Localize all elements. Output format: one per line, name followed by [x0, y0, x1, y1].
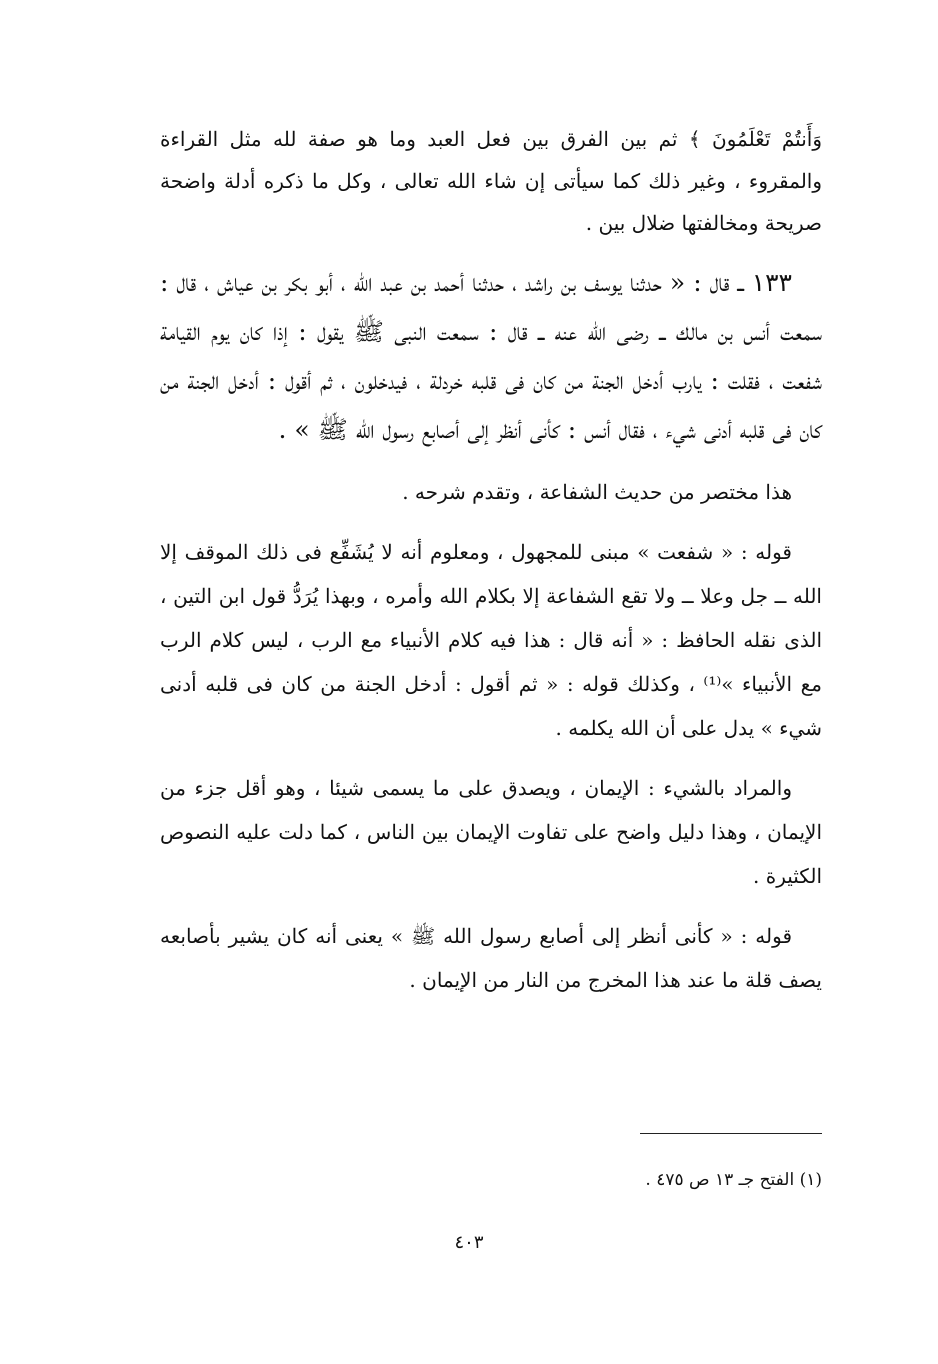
paragraph-commentary-asabi: قوله : « كأنى أنظر إلى أصابع رسول الله ﷺ » يعنى أنه كان يشير بأصابعه يصف قلة ما عند هذا المخرج من النار من الإيمان . [160, 924, 822, 992]
footnote-divider [640, 1133, 822, 1134]
footnote: (١) الفتح جـ ١٣ ص ٤٧٥ . [645, 1170, 822, 1190]
paragraph-summary: هذا مختصر من حديث الشفاعة ، وتقدم شرحه . [402, 480, 792, 504]
paragraph-hadith: ١٣٣ ــ قال : « حدثنا يوسف بن راشد ، حدثنا أحمد بن عبد الله ، أبو بكر بن عياش ، قال : سمعت أنس بن مالك ــ رضى الله عنه ــ قال : سمعت النبى ﷺ يقول : إذا كان يوم القيامة شفعت ، فقلت : يارب أدخل الجنة من كان فى قلبه خردلة ، فيدخلون ، ثم أقول : أدخل الجنة من كان فى قلبه أدنى شيء ، فقال أنس : كأنى أنظر إلى أصابع رسول الله ﷺ » . [160, 268, 822, 444]
paragraph-intro: وَأَنتُمْ تَعْلَمُونَ ﴾ ثم بين الفرق بين فعل العبد وما هو صفة لله مثل القراءة والمقروء ، وغير ذلك كما سيأتى إن شاء الله تعالى ، وكل ما ذكره أدلة واضحة صريحة ومخالفتها ضلال بين . [160, 127, 822, 235]
paragraph-commentary-shufiat: قوله : « شفعت » مبنى للمجهول ، ومعلوم أنه لا يُشَفِّع فى ذلك الموقف إلا الله ــ جل وعلا ــ ولا تقع الشفاعة إلا بكلام الله وأمره ، وبهذا يُرَدُّ قول ابن التين ، الذى نقله الحافظ : « أنه قال : هذا فيه كلام الأنبياء مع الرب ، ليس كلام الرب مع الأنبياء »⁽¹⁾ ، وكذلك قوله : « ثم أقول : أدخل الجنة من كان فى قلبه أدنى شيء » يدل على أن الله يكلمه . [160, 540, 822, 740]
page-number: ٤٠٣ [454, 1232, 484, 1253]
paragraph-commentary-shay: والمراد بالشيء : الإيمان ، ويصدق على ما يسمى شيئا ، وهو أقل جزء من الإيمان ، وهذا دليل واضح على تفاوت الإيمان بين الناس ، كما دلت عليه النصوص الكثيرة . [160, 776, 822, 888]
page-body [160, 118, 822, 1002]
